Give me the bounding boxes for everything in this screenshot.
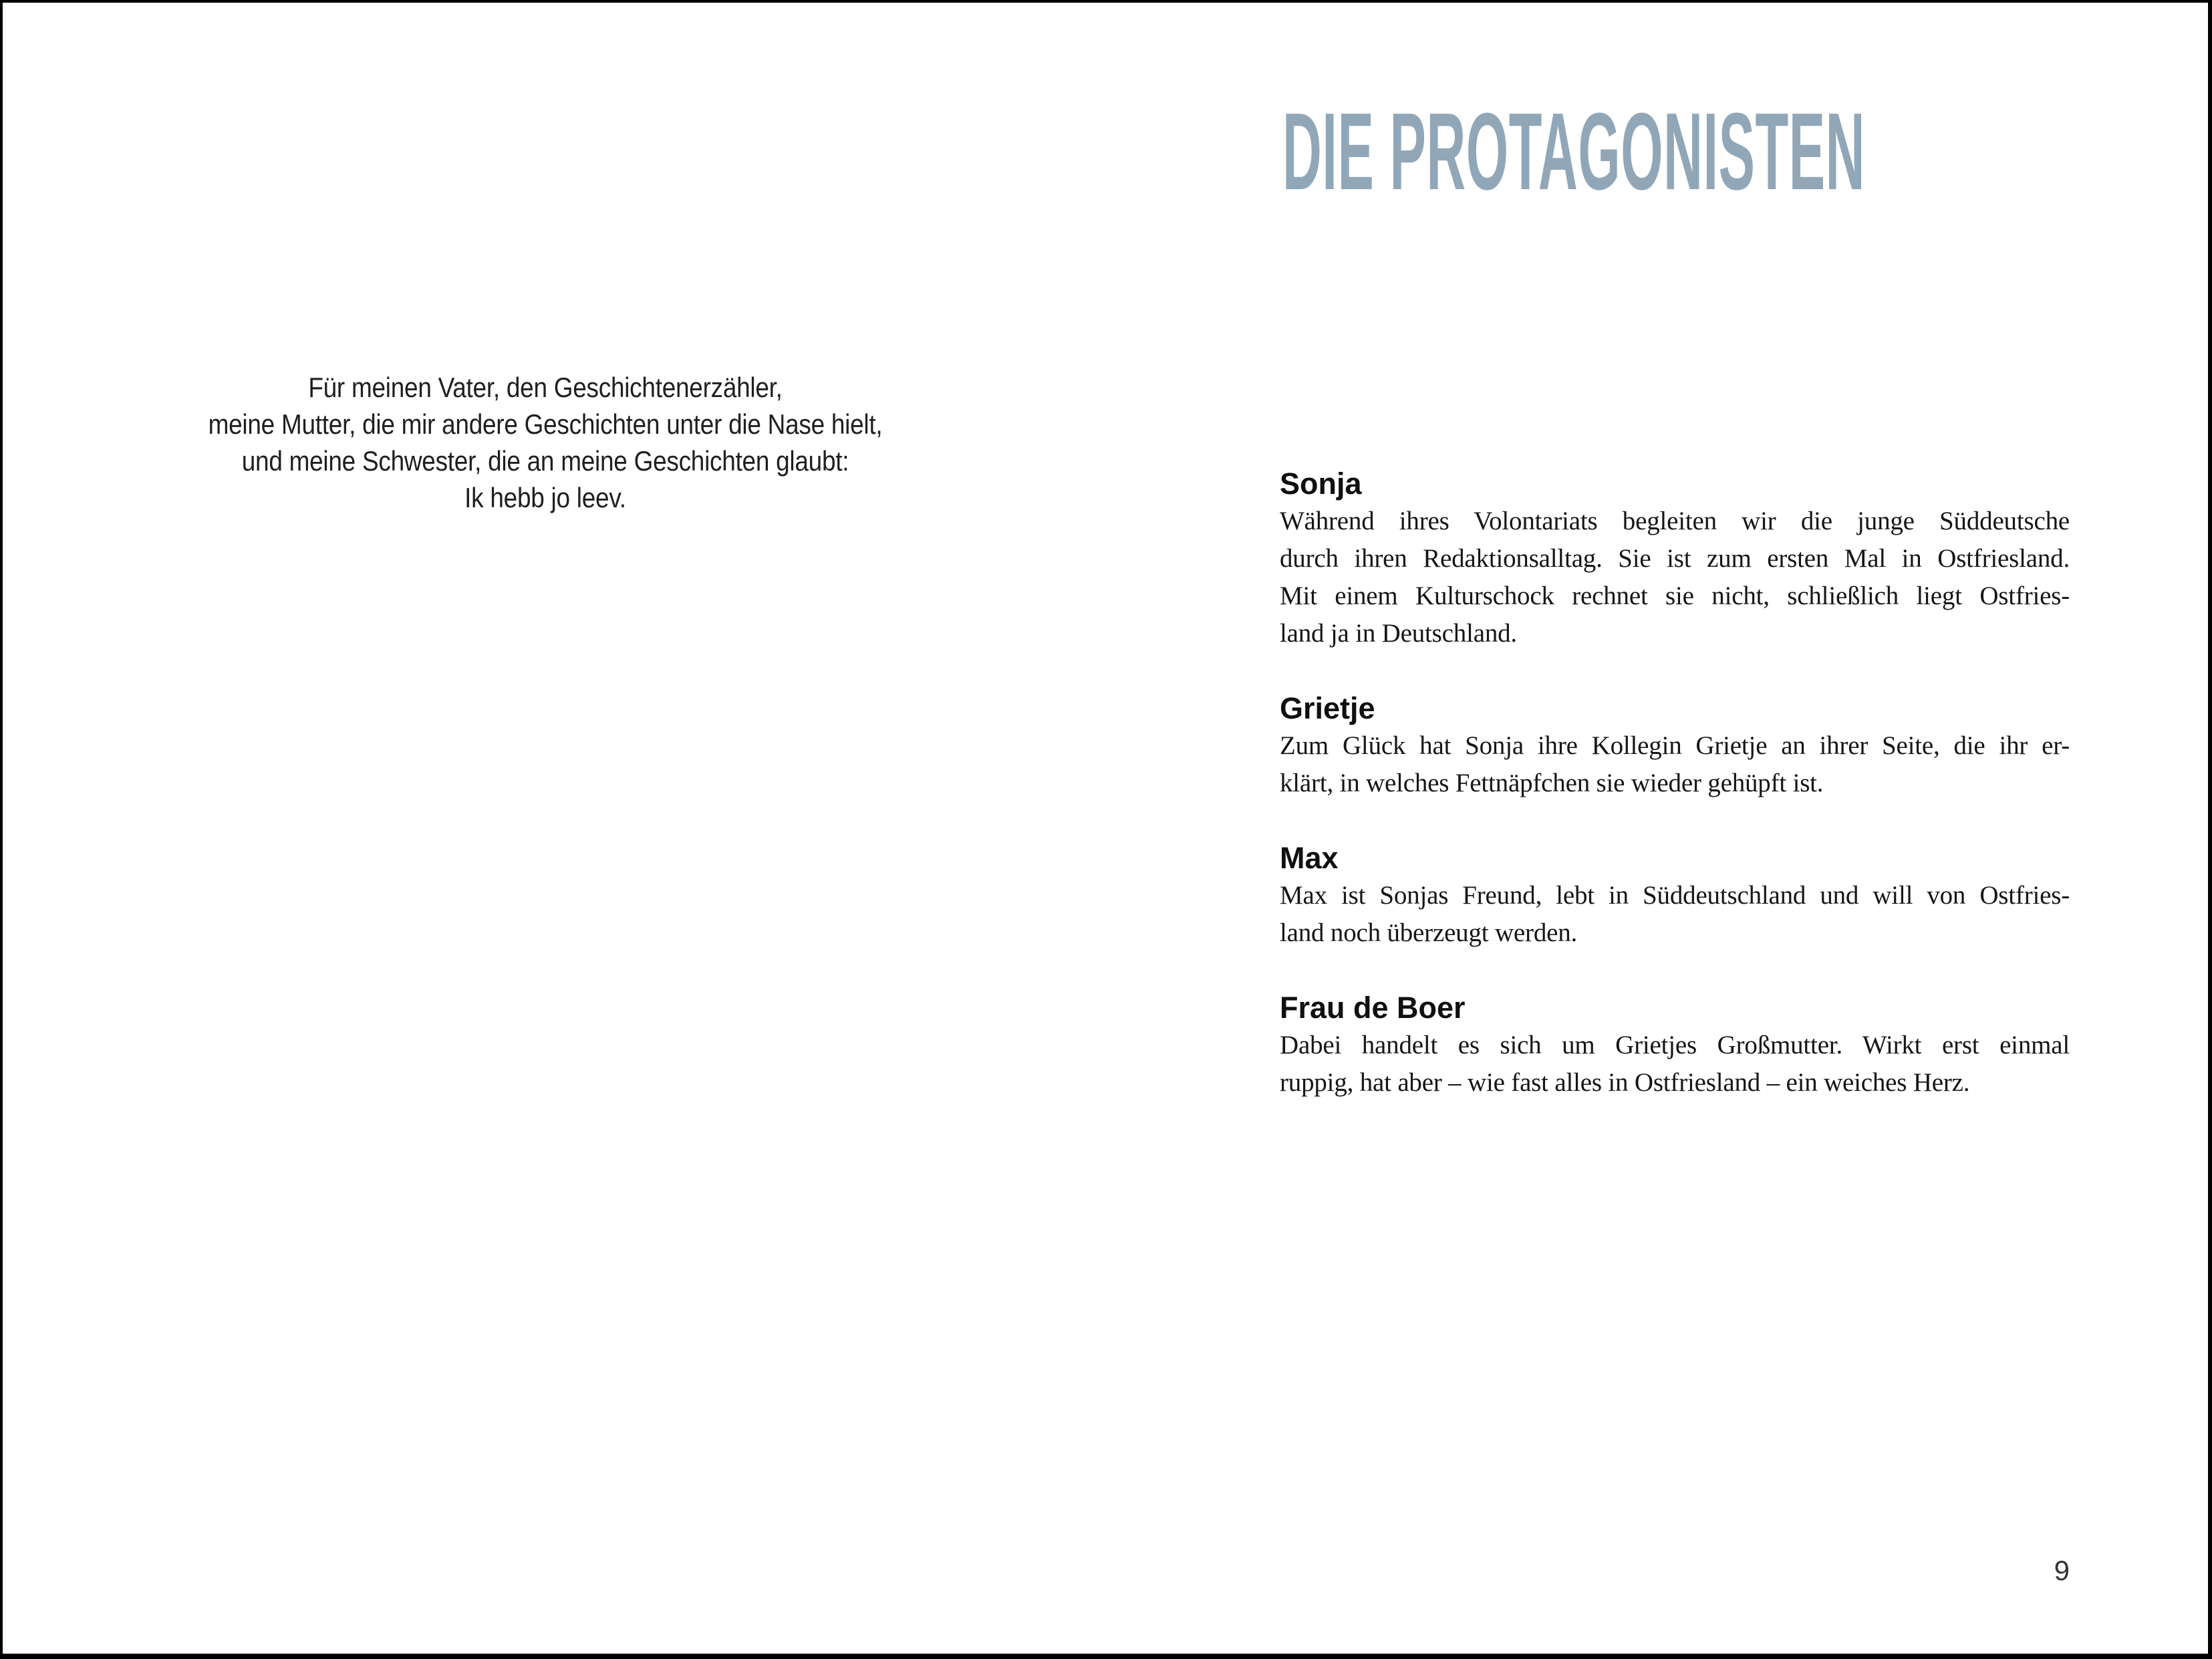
- dedication-line: Für meinen Vater, den Geschichtenerzähler,: [308, 372, 783, 403]
- character-description: [1280, 1027, 2070, 1102]
- body-line: Dabei handelt es sich um Grietjes Großmutter. Wirkt erst einmal: [1280, 1031, 2070, 1059]
- dedication-line: und meine Schwester, die an meine Geschichten glaubt:: [241, 445, 849, 477]
- body-line: Mit einem Kulturschock rechnet sie nicht, schließlich liegt Ostfries-: [1280, 582, 2070, 610]
- protagonists-list: [1280, 465, 2070, 1102]
- body-line: durch ihren Redaktionsalltag. Sie ist zum ersten Mal in Ostfriesland.: [1280, 544, 2070, 573]
- character-name: Grietje: [1280, 691, 1375, 725]
- body-line: ruppig, hat aber – wie fast alles in Ostfriesland – ein weiches Herz.: [1280, 1068, 1970, 1097]
- body-line: klärt, in welches Fettnäpfchen sie wieder gehüpft ist.: [1280, 769, 1824, 797]
- dedication-line: Ik hebb jo leev.: [464, 482, 626, 513]
- body-line: Während ihres Volontariats begleiten wir die junge Süddeutsche: [1280, 507, 2070, 535]
- character-section-frau-de-boer: [1280, 989, 2070, 1102]
- body-line: land ja in Deutschland.: [1280, 619, 1517, 648]
- character-section-grietje: [1280, 690, 2070, 802]
- character-section-max: [1280, 840, 2070, 952]
- right-page: [1106, 0, 2212, 1659]
- chapter-title: [1282, 90, 2212, 213]
- character-description: [1280, 727, 2070, 802]
- dedication: [65, 369, 1025, 516]
- character-description: [1280, 503, 2070, 652]
- character-name: Max: [1280, 841, 1339, 875]
- body-line: Max ist Sonjas Freund, lebt in Süddeutschland und will von Ostfries-: [1280, 881, 2070, 910]
- body-line: land noch überzeugt werden.: [1280, 918, 1578, 947]
- character-description: [1280, 877, 2070, 952]
- character-name: Sonja: [1280, 467, 1362, 501]
- dedication-line: meine Mutter, die mir andere Geschichten unter die Nase hielt,: [208, 408, 883, 440]
- page-number: 9: [2054, 1555, 2070, 1586]
- character-name: Frau de Boer: [1280, 991, 1466, 1025]
- character-section-sonja: [1280, 465, 2070, 652]
- body-line: Zum Glück hat Sonja ihre Kollegin Grietje an ihrer Seite, die ihr er-: [1280, 731, 2070, 760]
- chapter-title-text: DIE PROTAGONISTEN: [1282, 90, 1865, 213]
